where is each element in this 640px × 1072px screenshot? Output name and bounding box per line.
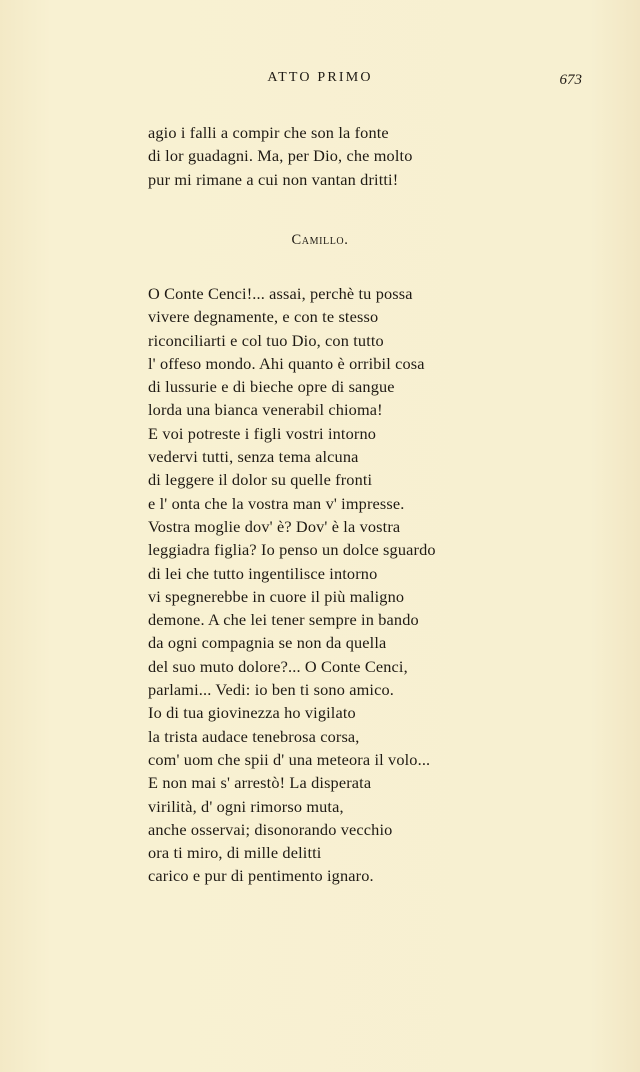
page-number: 673	[559, 72, 582, 88]
verse-line: E voi potreste i figli vostri intorno	[148, 423, 377, 443]
intro-verse-block	[148, 121, 412, 191]
speaker-heading: Camillo.	[291, 232, 349, 248]
verse-line: demone. A che lei tener sempre in bando	[148, 610, 419, 630]
verse-line: vedervi tutti, senza tema alcuna	[148, 447, 359, 467]
verse-line: di lei che tutto ingentilisce intorno	[148, 563, 378, 583]
camillo-verse-block	[148, 282, 436, 888]
running-title: ATTO PRIMO	[267, 70, 373, 85]
verse-line: O Conte Cenci!... assai, perchè tu possa	[148, 284, 413, 303]
verse-line: parlami... Vedi: io ben ti sono amico.	[148, 680, 394, 700]
verse-line: l' offeso mondo. Ahi quanto è orribil cosa	[148, 353, 425, 373]
verse-line: vivere degnamente, e con te stesso	[148, 307, 379, 327]
verse-line: anche osservai; disonorando vecchio	[148, 819, 393, 839]
verse-line: vi spegnerebbe in cuore il più maligno	[148, 586, 405, 606]
verse-line: virilità, d' ogni rimorso muta,	[148, 796, 344, 816]
intro-verse-line: agio i falli a compir che son la fonte	[148, 123, 389, 142]
verse-line: e l' onta che la vostra man v' impresse.	[148, 493, 405, 513]
verse-line: riconciliarti e col tuo Dio, con tutto	[148, 330, 384, 350]
running-header	[0, 68, 640, 92]
verse-line: Vostra moglie dov' è? Dov' è la vostra	[148, 516, 401, 536]
verse-line: di lussurie e di bieche opre di sangue	[148, 377, 395, 397]
verse-line: leggiadra figlia? Io penso un dolce sguardo	[148, 540, 436, 560]
verse-line: com' uom che spii d' una meteora il volo...	[148, 749, 431, 769]
verse-line: del suo muto dolore?... O Conte Cenci,	[148, 656, 408, 676]
intro-verse-line: pur mi rimane a cui non vantan dritti!	[148, 169, 399, 189]
verse-line: Io di tua giovinezza ho vigilato	[148, 703, 356, 723]
verse-line: la trista audace tenebrosa corsa,	[148, 726, 360, 746]
verse-line: ora ti miro, di mille delitti	[148, 843, 322, 863]
verse-line: carico e pur di pentimento ignaro.	[148, 866, 374, 886]
verse-line: E non mai s' arrestò! La disperata	[148, 773, 372, 793]
verse-line: lorda una bianca venerabil chioma!	[148, 400, 383, 420]
intro-verse-line: di lor guadagni. Ma, per Dio, che molto	[148, 146, 413, 166]
verse-line: di leggere il dolor su quelle fronti	[148, 470, 373, 490]
verse-line: da ogni compagnia se non da quella	[148, 633, 387, 653]
